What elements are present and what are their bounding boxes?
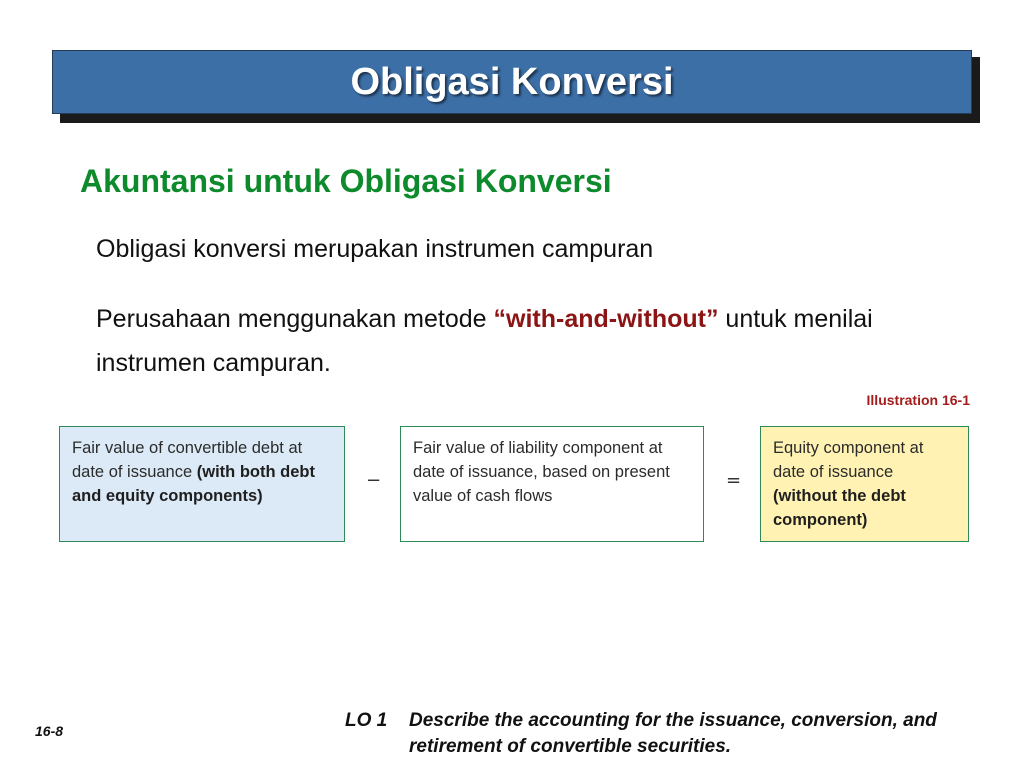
lo-text: Describe the accounting for the issuance, conversion, and retirement of convertible securities.	[409, 710, 937, 757]
bullet-text-1: Obligasi konversi merupakan instrumen campuran	[96, 235, 654, 263]
equals-operator: =	[726, 470, 742, 491]
box-bold-text: (with both debt and equity components)	[72, 463, 315, 505]
para-after: untuk menilai instrumen campuran.	[96, 305, 873, 377]
minus-operator: −	[366, 470, 382, 491]
convertible-debt-box	[59, 426, 345, 542]
learning-objective	[345, 708, 1005, 760]
box-text: Equity component at date of issuance	[773, 439, 924, 481]
lo-label: LO 1	[345, 710, 388, 731]
title-bar	[52, 50, 972, 114]
slide-title: Obligasi Konversi	[350, 60, 674, 103]
page-number: 16-8	[35, 723, 64, 739]
method-name: “with-and-without”	[493, 305, 719, 333]
box-text: Fair value of liability component at date of issuance, based on present value of cash flows	[413, 439, 670, 505]
box-text: Fair value of convertible debt at date of issuance	[72, 439, 303, 481]
illustration-label: Illustration 16-1	[866, 392, 970, 408]
box-bold-text: (without the debt component)	[773, 487, 906, 529]
liability-component-box	[400, 426, 704, 542]
section-heading: Akuntansi untuk Obligasi Konversi	[80, 163, 612, 199]
equity-component-box	[760, 426, 969, 542]
para-before: Perusahaan menggunakan metode	[96, 305, 494, 333]
bullet-text-2	[96, 297, 986, 385]
